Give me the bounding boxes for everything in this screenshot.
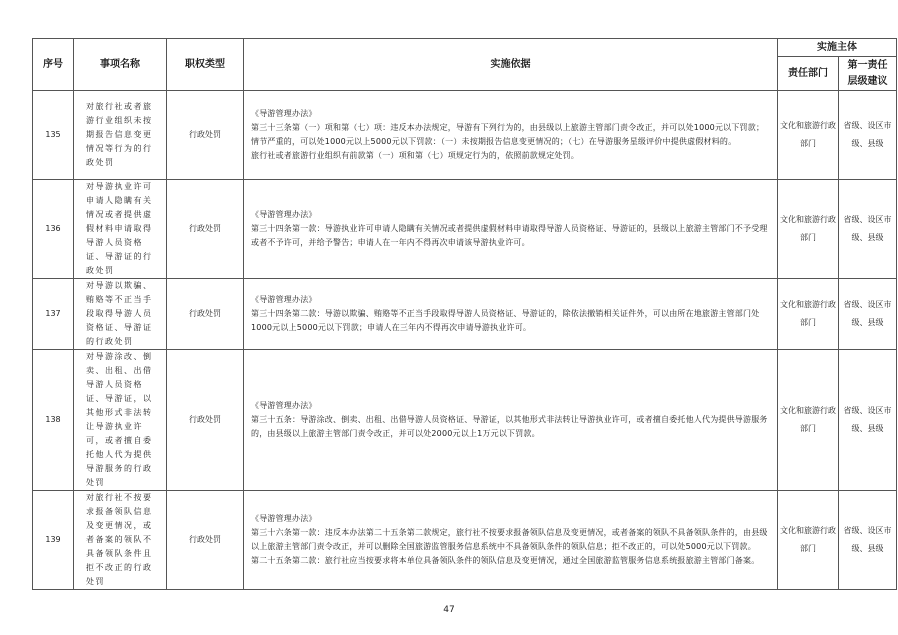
item-name: 对导游执业许可申请人隐瞒有关情况或者提供虚假材料申请取得导游人员资格证、导游证的行政处罚: [74, 180, 167, 279]
legal-basis: [244, 180, 778, 279]
row-number: 135: [33, 91, 74, 180]
basis-paragraph: 第三十四条第一款：导游执业许可申请人隐瞒有关情况或者提供虚假材料申请取得导游人员资格证、导游证的，县级以上旅游主管部门不予受理或者不予许可，并给予警告；申请人在一年内不得再次申请该导游执业许可。: [251, 224, 768, 247]
basis-paragraph: 旅行社或者旅游行业组织有前款第（一）项和第（七）项规定行为的，依照前款规定处罚。: [251, 151, 579, 160]
table-row: [33, 491, 897, 590]
legal-basis: [244, 491, 778, 590]
item-name: 对导游以欺骗、贿赂等不正当手段取得导游人员资格证、导游证的行政处罚: [74, 279, 167, 350]
header-name: 事项名称: [74, 39, 167, 91]
table-row: [33, 350, 897, 491]
responsible-dept: 文化和旅游行政部门: [778, 279, 839, 350]
item-name: 对旅行社不按要求报备领队信息及变更情况，或者备案的领队不具备领队条件且拒不改正的行政处罚: [74, 491, 167, 590]
row-number: 136: [33, 180, 74, 279]
basis-paragraph: 第三十六条第一款：违反本办法第二十五条第二款规定，旅行社不按要求报备领队信息及变更情况，或者备案的领队不具备领队条件的，由县级以上旅游主管部门责令改正，并可以删除全国旅游监管服务信息系统中不具备领队条件的领队信息；拒不改正的，可以处5000元以下罚款。: [251, 528, 768, 551]
table-row: [33, 279, 897, 350]
authority-type: 行政处罚: [167, 491, 244, 590]
table-row: [33, 180, 897, 279]
responsibility-level: 省级、设区市级、县级: [839, 91, 897, 180]
header-basis: 实施依据: [244, 39, 778, 91]
header-no: 序号: [33, 39, 74, 91]
responsibility-level: 省级、设区市级、县级: [839, 180, 897, 279]
responsible-dept: 文化和旅游行政部门: [778, 350, 839, 491]
row-number: 138: [33, 350, 74, 491]
basis-paragraph: 第二十五条第二款：旅行社应当按要求将本单位具备领队条件的领队信息及变更情况，通过全国旅游监管服务信息系统报旅游主管部门备案。: [251, 556, 760, 565]
responsibility-level: 省级、设区市级、县级: [839, 279, 897, 350]
authority-type: 行政处罚: [167, 91, 244, 180]
basis-paragraph: 第三十五条：导游涂改、倒卖、出租、出借导游人员资格证、导游证，以其他形式非法转让导游执业许可，或者擅自委托他人代为提供导游服务的，由县级以上旅游主管部门责令改正，并可以处2000元以上1万元以下罚款。: [251, 415, 768, 438]
table-row: [33, 91, 897, 180]
header-subject: 实施主体: [778, 39, 897, 57]
authority-type: 行政处罚: [167, 180, 244, 279]
header-level: 第一责任层级建议: [839, 57, 897, 91]
basis-paragraph: 《导游管理办法》: [251, 401, 317, 410]
basis-paragraph: 《导游管理办法》: [251, 109, 317, 118]
item-name: 对导游涂改、倒卖、出租、出借导游人员资格证、导游证，以其他形式非法转让导游执业许可，或者擅自委托他人代为提供导游服务的行政处罚: [74, 350, 167, 491]
legal-basis: [244, 279, 778, 350]
authority-type: 行政处罚: [167, 350, 244, 491]
basis-paragraph: 《导游管理办法》: [251, 295, 317, 304]
row-number: 137: [33, 279, 74, 350]
enforcement-table: [32, 38, 897, 590]
legal-basis: [244, 350, 778, 491]
responsibility-level: 省级、设区市级、县级: [839, 491, 897, 590]
responsible-dept: 文化和旅游行政部门: [778, 91, 839, 180]
basis-paragraph: 《导游管理办法》: [251, 514, 317, 523]
basis-paragraph: 《导游管理办法》: [251, 210, 317, 219]
legal-basis: [244, 91, 778, 180]
header-type: 职权类型: [167, 39, 244, 91]
header-dept: 责任部门: [778, 57, 839, 91]
basis-paragraph: 第三十四条第二款：导游以欺骗、贿赂等不正当手段取得导游人员资格证、导游证的，除依法撤销相关证件外，可以由所在地旅游主管部门处1000元以上5000元以下罚款；申请人在三年内不得再次申请导游执业许可。: [251, 309, 760, 332]
basis-paragraph: 第三十三条第（一）项和第（七）项：违反本办法规定，导游有下列行为的，由县级以上旅游主管部门责令改正，并可以处1000元以下罚款；情节严重的，可以处1000元以上5000元以下罚款：（一）未按期报告信息变更情况的；（七）在导游服务星级评价中提供虚假材料的。: [251, 123, 765, 146]
authority-type: 行政处罚: [167, 279, 244, 350]
page-number: 47: [443, 605, 455, 615]
item-name: 对旅行社或者旅游行业组织未按期报告信息变更情况等行为的行政处罚: [74, 91, 167, 180]
responsible-dept: 文化和旅游行政部门: [778, 180, 839, 279]
responsible-dept: 文化和旅游行政部门: [778, 491, 839, 590]
responsibility-level: 省级、设区市级、县级: [839, 350, 897, 491]
row-number: 139: [33, 491, 74, 590]
